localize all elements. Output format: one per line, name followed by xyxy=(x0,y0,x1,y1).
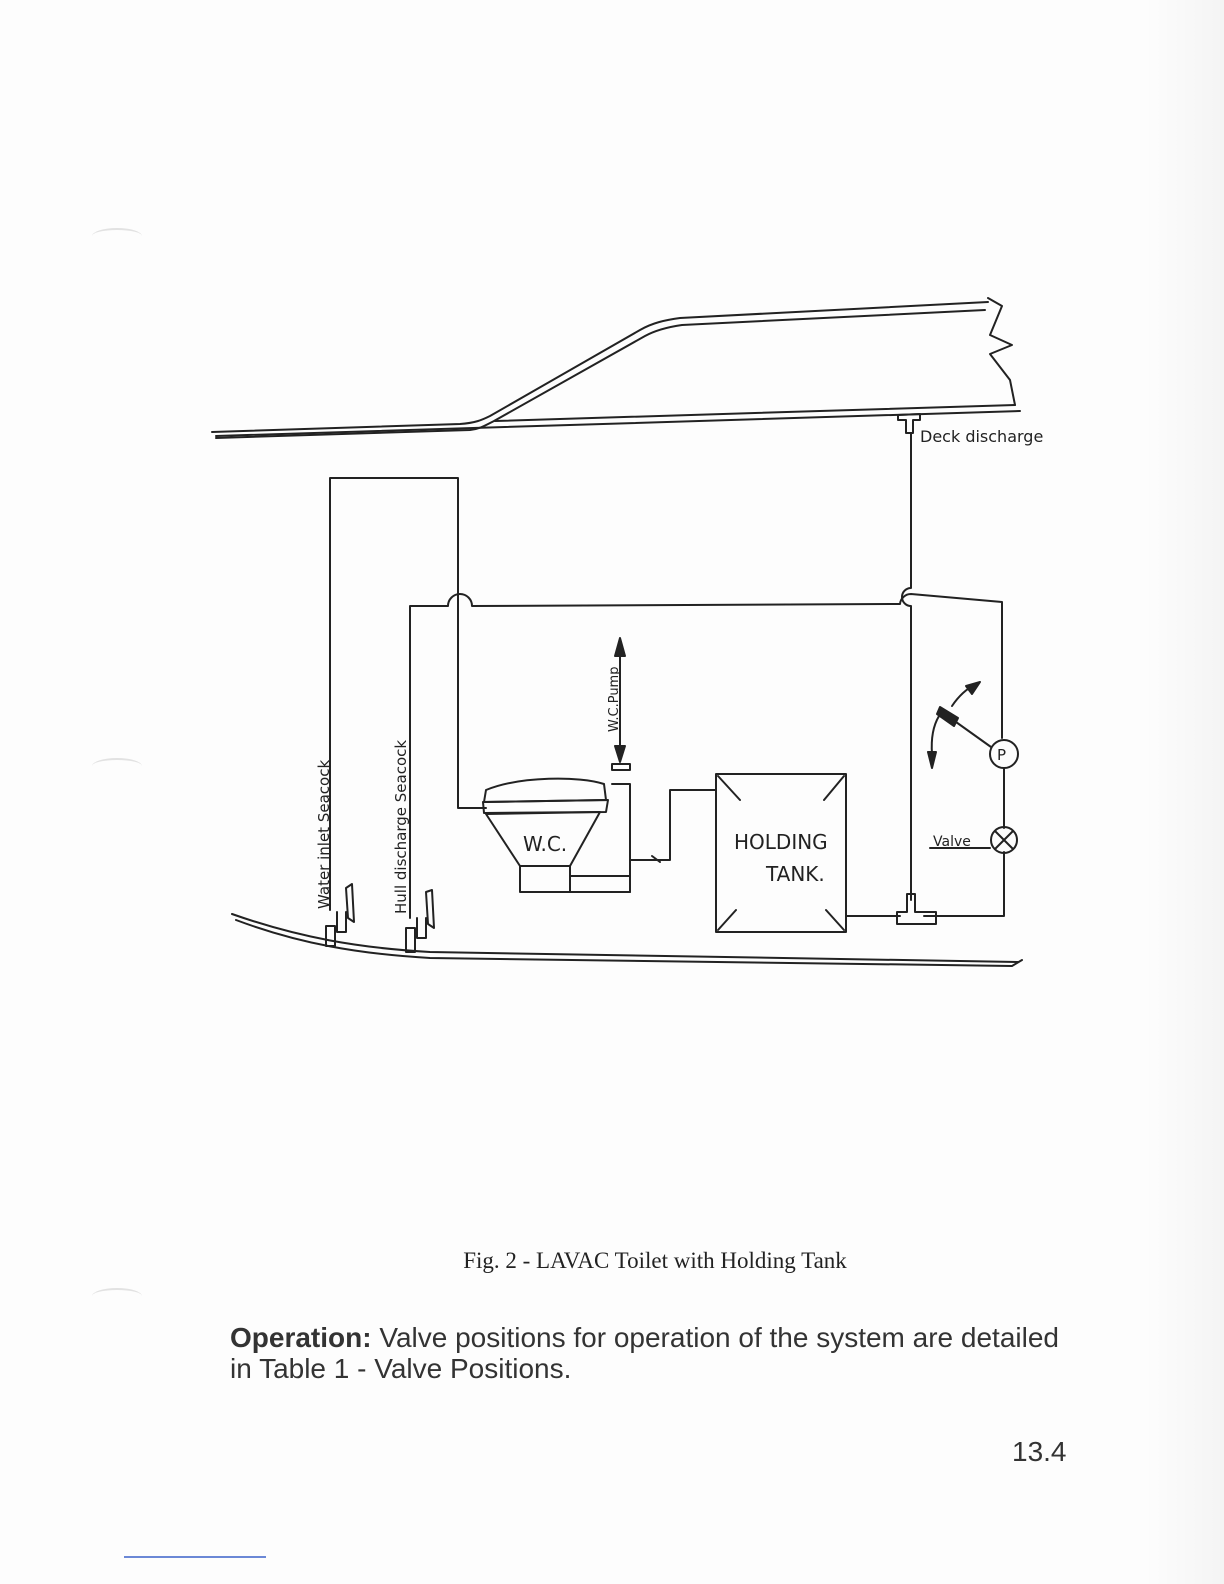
valve-label: Valve xyxy=(933,834,971,850)
tank-label: TANK. xyxy=(766,862,825,886)
pump-handle xyxy=(928,682,991,768)
water-inlet-seacock-label: Water inlet Seacock xyxy=(315,759,333,909)
page-number: 13.4 xyxy=(1012,1436,1067,1467)
operation-heading: Operation: xyxy=(230,1322,372,1353)
footer-rule xyxy=(124,1556,266,1558)
figure-caption: Fig. 2 - LAVAC Toilet with Holding Tank xyxy=(463,1248,847,1273)
holding-label: HOLDING xyxy=(734,830,828,854)
valve-cross xyxy=(995,831,1013,849)
hull-outline xyxy=(232,914,1022,966)
hull-discharge-seacock-label: Hull discharge Seacock xyxy=(392,739,410,914)
wc-pump-label: W.C.Pump xyxy=(607,666,622,732)
pump-label: P xyxy=(997,746,1007,764)
wc-to-tank-pipe xyxy=(630,790,716,860)
tank-outlet-pipe xyxy=(846,852,1004,916)
tee-fitting xyxy=(897,894,936,924)
deck-discharge-fitting xyxy=(898,414,920,900)
holding-tank-vent-pipe xyxy=(410,594,1002,918)
operation-text: Valve positions for operation of the system are detailed in Table 1 - Valve Positions. xyxy=(230,1322,1059,1384)
wc-label: W.C. xyxy=(523,832,568,856)
deck-discharge-label: Deck discharge xyxy=(920,427,1044,446)
operation-paragraph xyxy=(230,1322,1070,1384)
